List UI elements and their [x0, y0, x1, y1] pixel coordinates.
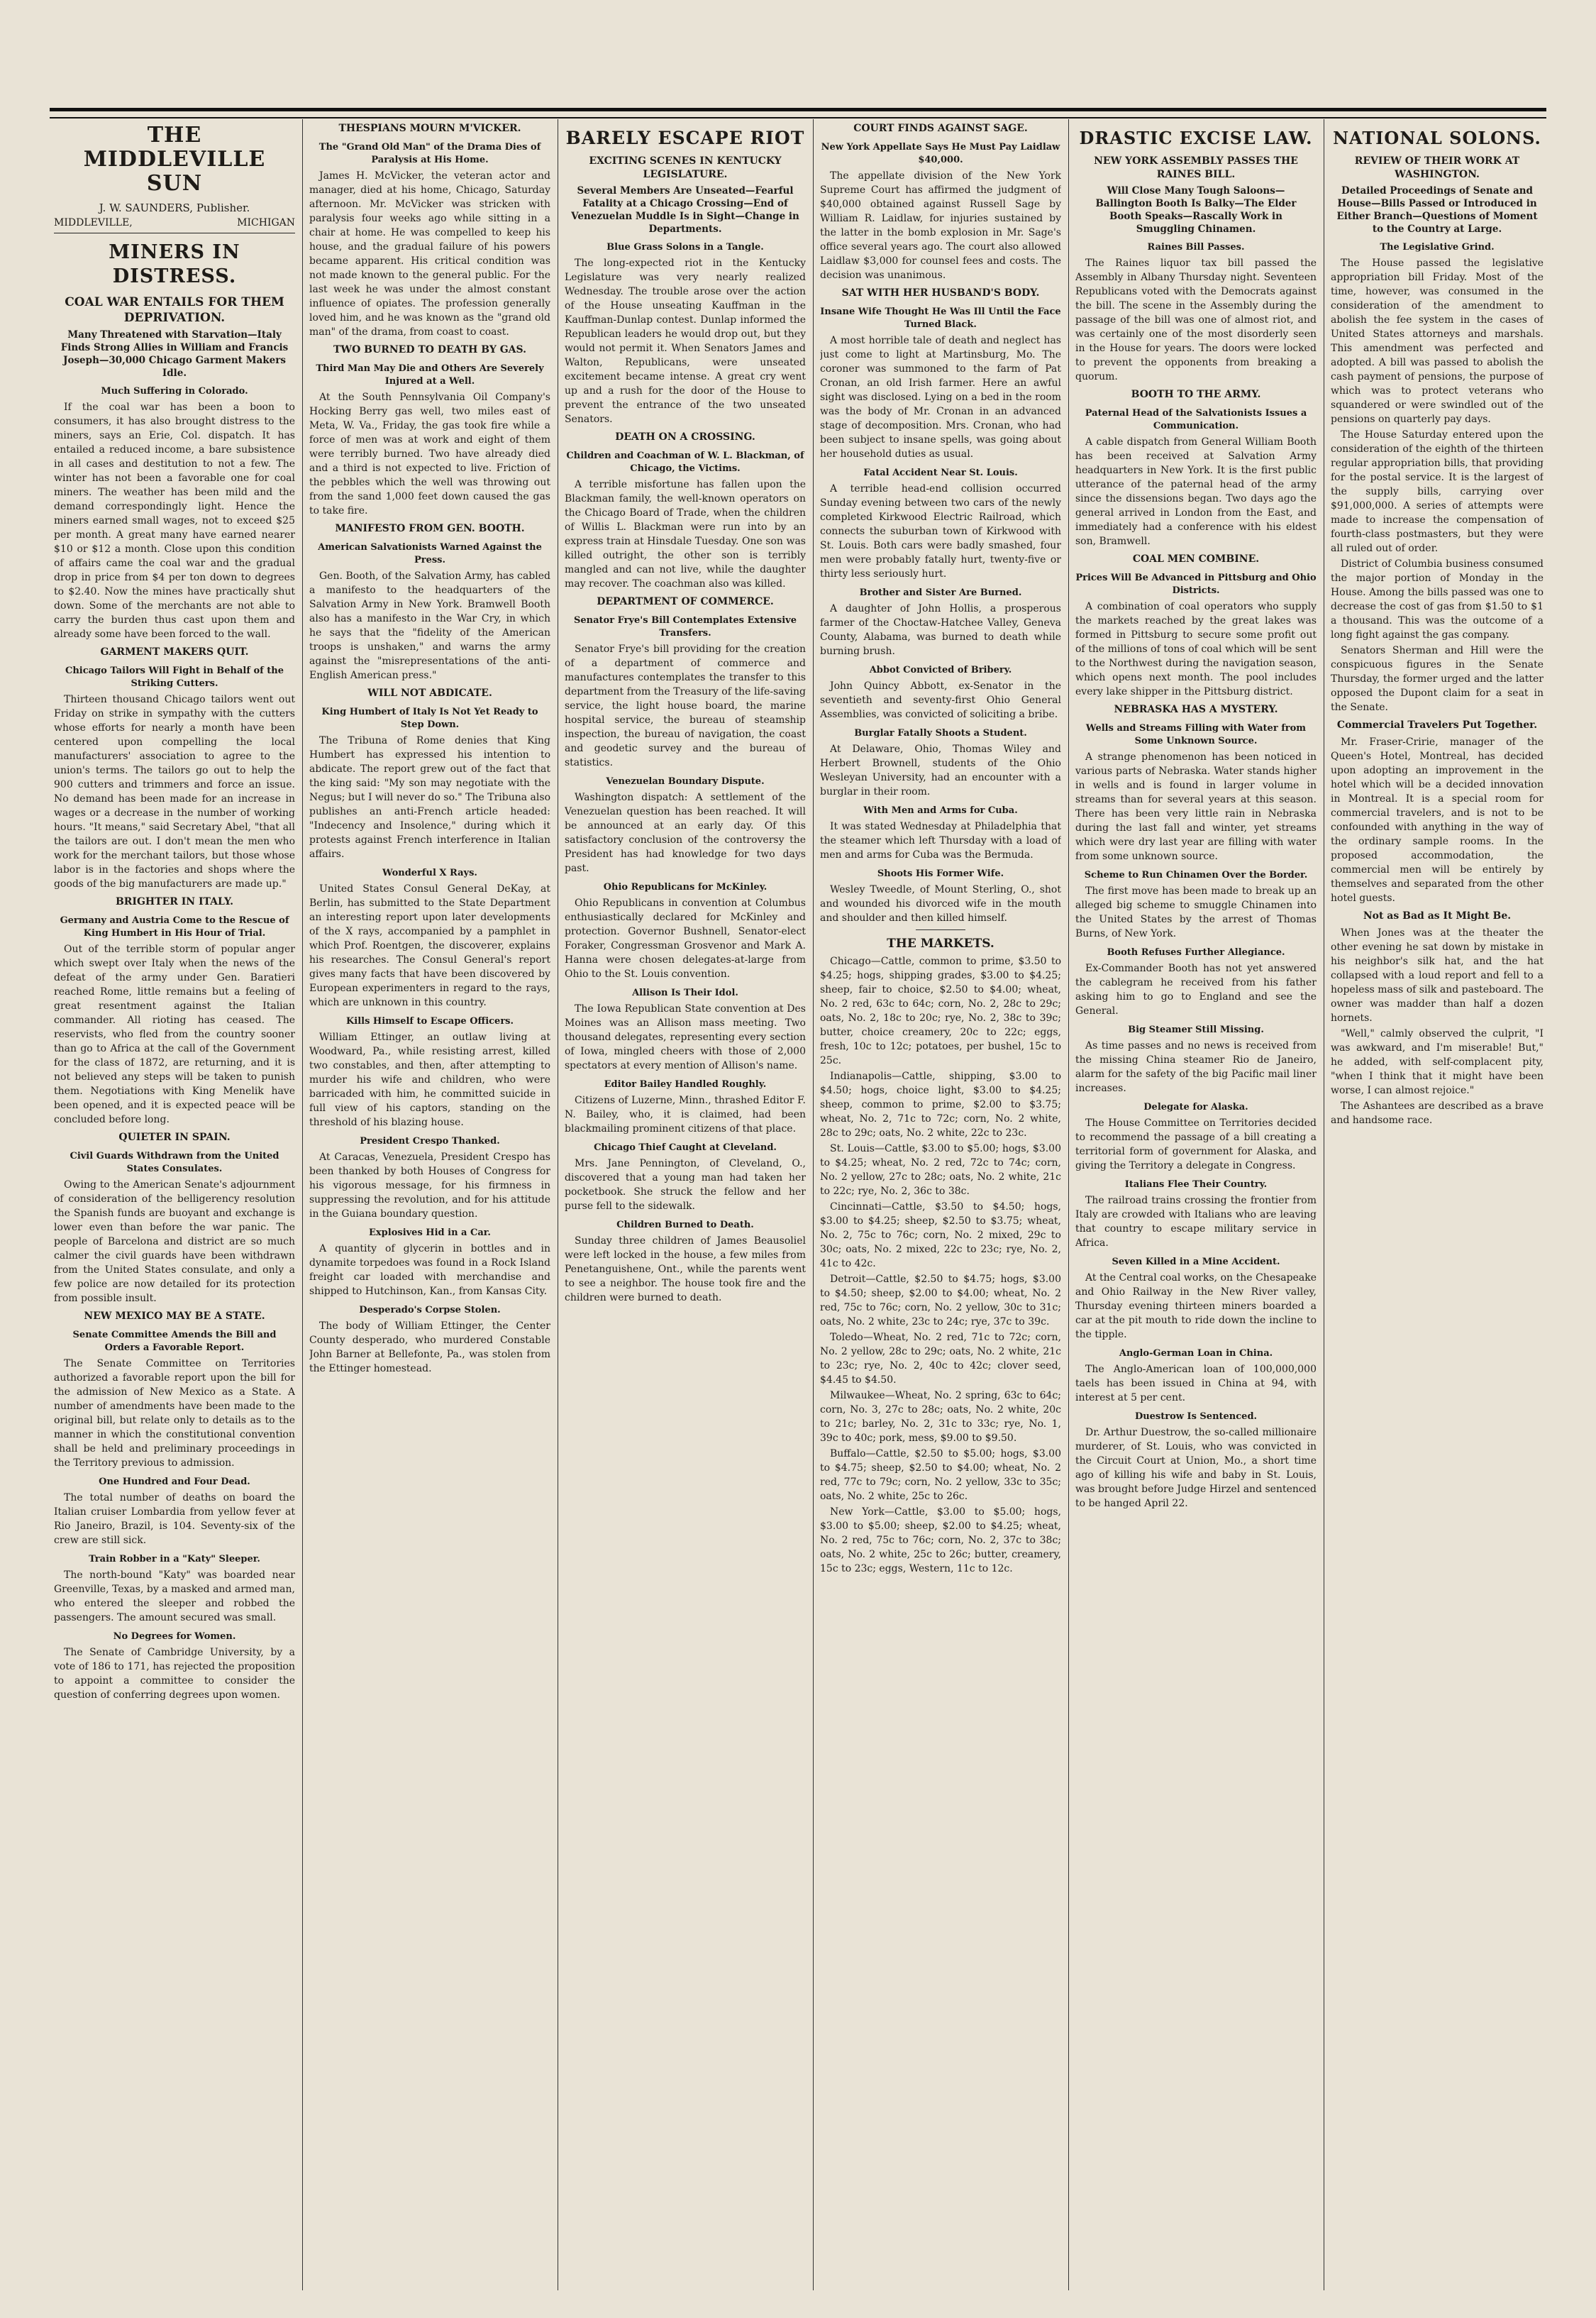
- article-text: Wesley Tweedle, of Mount Sterling, O., shot and wounded his divorced wife in the mouth and shoulder and then killed himself.: [820, 884, 1061, 924]
- article-text: The first move has been made to break up an alleged big scheme to smuggle Chinamen into the United States by the arrest of Thomas Burns, of New York.: [1075, 885, 1317, 939]
- article-text: The long-expected riot in the Kentucky Legislature was very nearly realized Wednesday. The trouble arose over the action of the House unseating Kauffman in the Kauffman-Dunlap contest. Dunlap informed the Republican leaders he would drop out, but they would not permit it. When Senators James and Walton, Republicans, were unseated excitement became intense. A great cry went up and a rush for the door of the House to prevent the entrance of the two unseated Senators.: [565, 258, 806, 425]
- article-text: Owing to the American Senate's adjournment of consideration of the belligerency resolution the Spanish funds are buoyant and exchange is lower even than before the war panic. The people of Barcelona and district are so much calmer the civil guards have been withdrawn from the United States consulate, and only a few police are now detailed for its protection from possible insult.: [54, 1179, 295, 1304]
- subhead: Senate Committee Amends the Bill and Orders a Favorable Report.: [72, 1330, 277, 1353]
- article-text: A strange phenomenon has been noticed in various parts of Nebraska. Water stands higher in wells and is found in larger volume in streams than for several years at this season. There has been very little rain in Nebraska during the last fall and winter, yet streams which were dry last year are filling with water from some unknown source.: [1075, 751, 1317, 862]
- subhead: Editor Bailey Handled Roughly.: [604, 1079, 767, 1090]
- subhead: Seven Killed in a Mine Accident.: [1112, 1257, 1280, 1267]
- headline-booth-army: BOOTH TO THE ARMY.: [1131, 389, 1261, 400]
- subhead: Brother and Sister Are Burned.: [859, 587, 1022, 598]
- subhead: Insane Wife Thought He Was Ill Until the Face Turned Black.: [820, 307, 1061, 330]
- subhead: One Hundred and Four Dead.: [99, 1477, 250, 1487]
- article-text: As time passes and no news is received from the missing China steamer Rio de Janeiro, alarm for the safety of the big Pacific mail liner increases.: [1075, 1040, 1317, 1094]
- market-report: Buffalo—Cattle, $2.50 to $5.00; hogs, $3.00 to $4.75; sheep, $2.50 to $4.00; wheat, No. 2 red, 77c to 79c; corn, No. 2 yellow, 33c to 35c; oats, No. 2 white, 25c to 26c.: [820, 1448, 1061, 1502]
- headline-spain: QUIETER IN SPAIN.: [118, 1132, 231, 1143]
- article-text: If the coal war has been a boon to consumers, it has also brought distress to the miners, says an Erie, Col. dispatch. It has entailed a reduced income, a bare subsistence in all cases and destitution to not a few. The winter has not been a favorable one for coal miners. The weather has been mild and the demand correspondingly light. Hence the miners earned small wages, not to exceed $25 per month. A great many have earned nearer $10 or $12 a month. Close upon this condition of affairs came the coal war and the gradual drop in price from $4 per ton down to degrees to $2.40. Now the mines have practically shut down. Some of the merchants are not able to carry the burden thus cast upon them and already some have been forced to the wall.: [54, 402, 295, 640]
- article-text: A daughter of John Hollis, a prosperous farmer of the Choctaw-Hatchee Valley, Geneva County, Alabama, was burned to death while burning brush.: [820, 603, 1061, 657]
- article-text: The Senate of Cambridge University, by a vote of 186 to 171, has rejected the proposition to appoint a committee to consider the question of conferring degrees upon women.: [54, 1647, 295, 1701]
- headline-coal: COAL MEN COMBINE.: [1132, 553, 1260, 565]
- column-rule: [1068, 119, 1069, 2290]
- headline-mcvicker: THESPIANS MOURN M'VICKER.: [338, 123, 521, 134]
- market-report: New York—Cattle, $3.00 to $5.00; hogs, $3.00 to $5.00; sheep, $2.00 to $4.25; wheat, No. 2 red, 75c to 76c; corn, No. 2, 37c to 38c; oats, No. 2 white, 25c to 26c; butter, creamery, 15c to 23c; eggs, Western, 11c to 12c.: [820, 1506, 1061, 1574]
- subhead: Wonderful X Rays.: [382, 868, 477, 878]
- article-text: The House Saturday entered upon the consideration of the eighth of the thirteen regular appropriation bills, that providing for the postal service. It is the largest of the supply bills, carrying over $91,000,000. A series of attempts were made to increase the compensation of fourth-class postmasters, but they were all ruled out of order.: [1331, 429, 1544, 554]
- article-text: Mrs. Jane Pennington, of Cleveland, O., discovered that a young man had taken her pocketbook. She struck the fellow and her purse fell to the sidewalk.: [565, 1158, 806, 1212]
- subhead: The Legislative Grind.: [1380, 242, 1495, 253]
- subhead: New York Appellate Says He Must Pay Laidlaw $40,000.: [821, 142, 1060, 165]
- column-rule: [813, 119, 814, 2290]
- deck-washington: REVIEW OF THEIR WORK AT WASHINGTON.: [1354, 155, 1520, 180]
- article-text: A most horrible tale of death and neglect has just come to light at Martinsburg, Mo. The coroner was summoned to the farm of Pat Cronan, an old Irish farmer. Here an awful sight was disclosed. Lying on a bed in the room was the body of Mr. Cronan in an advanced stage of decomposition. Mrs. Cronan, who had been subject to insane spells, was going about her household duties as usual.: [820, 335, 1061, 460]
- deck-raines: NEW YORK ASSEMBLY PASSES THE RAINES BILL.: [1094, 155, 1298, 180]
- subhead: Delegate for Alaska.: [1143, 1102, 1248, 1113]
- market-report: Milwaukee—Wheat, No. 2 spring, 63c to 64c; corn, No. 3, 27c to 28c; oats, No. 2 white, 20c to 21c; barley, No. 2, 31c to 33c; rye, No. 1, 39c to 40c; pork, mess, $9.00 to $9.50.: [820, 1390, 1061, 1444]
- article-text: A cable dispatch from General William Booth has been received at Salvation Army headquarters in New York. It is the first public utterance of the paternal head of the army since the dissensions began. Two days ago the general arrived in London from the East, and immediately had a conference with his eldest son, Bramwell.: [1075, 436, 1317, 547]
- article-text: Sunday three children of James Beausoliel were left locked in the house, a few miles from Penetanguishene, Ont., while the parents went to see a neighbor. The house took fire and the children were burned to death.: [565, 1235, 806, 1303]
- city: MIDDLEVILLE,: [54, 217, 133, 228]
- article-text: A combination of coal operators who supply the markets reached by the great lakes was formed in Pittsburg to secure some profit out of the millions of tons of coal which will be sent to the Northwest during the navigation season, which opens next month. The pool includes every lake shipper in the Pittsburg district.: [1075, 601, 1317, 697]
- deck-kentucky: EXCITING SCENES IN KENTUCKY LEGISLATURE.: [589, 155, 782, 180]
- subhead: Booth Refuses Further Allegiance.: [1107, 947, 1285, 958]
- publisher-line: J. W. SAUNDERS, Publisher.: [99, 202, 250, 214]
- article-text: Senators Sherman and Hill were the conspicuous figures in the Senate Thursday, the former urged and the latter opposed the Dupont claim for a seat in the Senate.: [1331, 645, 1544, 713]
- article-text: District of Columbia business consumed the major portion of Monday in the House. Among the bills passed was one to decrease the cost of gas from $1.50 to $1 a thousand. This was the outcome of a long fight against the gas company.: [1331, 558, 1544, 641]
- masthead-title: THE MIDDLEVILLE SUN: [83, 123, 266, 196]
- subhead: American Salvationists Warned Against the Press.: [318, 542, 542, 565]
- top-rule: [50, 108, 1546, 118]
- column-3: [565, 119, 806, 2297]
- headline-italy: BRIGHTER IN ITALY.: [115, 896, 234, 907]
- deck-summary: Will Close Many Tough Saloons—Ballington Booth Is Balky—The Elder Booth Speaks—Rascally Work in Smuggling Chinamen.: [1095, 185, 1297, 235]
- subhead: Chicago Thief Caught at Cleveland.: [594, 1142, 777, 1153]
- article-text: The Raines liquor tax bill passed the Assembly in Albany Thursday night. Seventeen Republicans voted with the Democrats against the bill. The scene in the Assembly during the passage of the bill was one of almost riot, and was certainly one of the most disorderly seen in the House for years. The doors were locked to prevent the opponents from breaking a quorum.: [1075, 258, 1317, 382]
- subhead: No Degrees for Women.: [113, 1631, 236, 1642]
- column-4: [820, 119, 1061, 2297]
- article-text: It was stated Wednesday at Philadelphia that the steamer which left Thursday with a load of men and arms for Cuba was the Bermuda.: [820, 821, 1061, 861]
- headline-sage: COURT FINDS AGAINST SAGE.: [853, 123, 1028, 134]
- article-text: At the Central coal works, on the Chesapeake and Ohio Railway in the New River valley, Thursday evening thirteen miners boarded a car at the pit mouth to ride down the incline to the tipple.: [1075, 1272, 1317, 1340]
- article-text: The appellate division of the New York Supreme Court has affirmed the judgment of $40,000 obtained against Russell Sage by William R. Laidlaw, for injuries sustained by the latter in the bomb explosion in Mr. Sage's office several years ago. The court also allowed Laidlaw $3,000 for counsel fees and costs. The decision was unanimous.: [820, 170, 1061, 281]
- divider: [916, 929, 965, 930]
- subhead: Kills Himself to Escape Officers.: [345, 1016, 514, 1027]
- subhead: Third Man May Die and Others Are Severely Injured at a Well.: [316, 363, 544, 387]
- article-text: Ohio Republicans in convention at Columbus enthusiastically declared for McKinley and protection. Governor Bushnell, Senator-elect Foraker, Congressman Grosvenor and Mark A. Hanna were chosen delegates-at-large from Ohio to the St. Louis convention.: [565, 898, 806, 980]
- article-text: The railroad trains crossing the frontier from Italy are crowded with Italians who are leaving that country to escape military service in Africa.: [1075, 1195, 1317, 1249]
- subhead: President Crespo Thanked.: [360, 1136, 500, 1147]
- article-text: Out of the terrible storm of popular anger which swept over Italy when the news of the defeat of the army under Gen. Baratieri reached Rome, little remains but a feeling of great resentment against the Italian commander. All rioting has ceased. The reservists, who fled from the country sooner than go to Africa at the call of the Government for the class of 1872, are returning, and it is not believed any steps will be taken to punish them. Negotiations with King Menelik have been opened, and it is expected peace will be concluded before long.: [54, 944, 295, 1125]
- dateline-row: [54, 216, 295, 233]
- subhead: King Humbert of Italy Is Not Yet Ready to Step Down.: [321, 707, 538, 730]
- subhead: Much Suffering in Colorado.: [101, 386, 248, 397]
- article-text: The House passed the legislative appropriation bill Friday. Most of the time, however, was consumed in the consideration of the amendment to abolish the fee system in the cases of United States attorneys and marshals. This amendment was perfected and adopted. A bill was passed to abolish the cash payment of pensions, the purpose of which was to protect veterans who squandered or were swindled out of the pensions on quarterly pay days.: [1331, 258, 1544, 425]
- article-text: At the South Pennsylvania Oil Company's Hocking Berry gas well, two miles east of Meta, W. Va., Friday, the gas took fire while a force of men was at work and eight of them were terribly burned. Two have already died and a third is not expected to live. Friction of the pebbles which the well was throwing out from the sand 1,000 feet down caused the gas to take fire.: [309, 392, 550, 517]
- headline-not-as-bad: Not as Bad as It Might Be.: [1363, 910, 1512, 922]
- column-rule: [302, 119, 303, 2290]
- article-text: Citizens of Luzerne, Minn., thrashed Editor F. N. Bailey, who, it is claimed, had been blackmailing prominent citizens of that place.: [565, 1095, 806, 1135]
- column-2: [309, 119, 550, 2297]
- article-text: When Jones was at the theater the other evening he sat down by mistake in his neighbor's silk hat, and the hat collapsed with a loud report and fell to a hopeless mass of silk and pasteboard. The owner was madder than half a dozen hornets.: [1331, 927, 1544, 1024]
- article-text: The Ashantees are described as a brave and handsome race.: [1331, 1100, 1544, 1126]
- headline-booth: MANIFESTO FROM GEN. BOOTH.: [335, 523, 525, 534]
- subhead: Raines Bill Passes.: [1147, 242, 1245, 253]
- article-text: Gen. Booth, of the Salvation Army, has cabled a manifesto to the headquarters of the Salvation Army in New York. Bramwell Booth also has a manifesto in the War Cry, in which he says that the "fidelity of the American troops is unshaken," and warns the army against the "misrepresentations of the anti-English American press.": [309, 570, 550, 681]
- column-6: [1331, 119, 1544, 2297]
- subhead: Italians Flee Their Country.: [1124, 1179, 1268, 1190]
- column-5: [1075, 119, 1317, 2297]
- article-text: At Caracas, Venezuela, President Crespo has been thanked by both Houses of Congress for his vigorous message, for his firmness in suppressing the revolution, and for his attitude in the Guiana boundary question.: [309, 1152, 550, 1220]
- subhead: Explosives Hid in a Car.: [369, 1227, 491, 1238]
- subhead: Germany and Austria Come to the Rescue of King Humbert in His Hour of Trial.: [60, 915, 289, 939]
- article-text: The Senate Committee on Territories authorized a favorable report upon the bill for the admission of New Mexico as a State. A number of amendments have been made to the original bill, but relate only to details as to the manner in which the constitutional convention shall be held and preliminary proceedings in the Territory previous to admission.: [54, 1358, 295, 1469]
- article-text: "Well," calmly observed the culprit, "I was awkward, and I'm miserable! But," he added, with self-complacent pity, "when I think that it might have been worse, I can almost rejoice.": [1331, 1028, 1544, 1096]
- article-text: At Delaware, Ohio, Thomas Wiley and Herbert Brownell, students of the Ohio Wesleyan University, had an encounter with a burglar in their room.: [820, 744, 1061, 797]
- article-text: A terrible head-end collision occurred Sunday evening between two cars of the newly completed Kirkwood Electric Railroad, which connects the suburban town of Kirkwood with St. Louis. Both cars were badly smashed, four men were probably fatally hurt, twenty-five or thirty less seriously hurt.: [820, 483, 1061, 580]
- subhead: Venezuelan Boundary Dispute.: [606, 776, 765, 787]
- subhead: With Men and Arms for Cuba.: [863, 805, 1018, 816]
- article-text: The total number of deaths on board the Italian cruiser Lombardia from yellow fever at Rio Janeiro, Brazil, is 104. Seventy-six of the crew are still sick.: [54, 1492, 295, 1546]
- subhead: Shoots His Former Wife.: [877, 868, 1004, 879]
- headline-commerce: DEPARTMENT OF COMMERCE.: [597, 596, 774, 607]
- headline-new-mexico: NEW MEXICO MAY BE A STATE.: [84, 1310, 265, 1322]
- article-text: The Anglo-American loan of 100,000,000 taels has been issued in China at 94, with interest at 5 per cent.: [1075, 1364, 1317, 1403]
- deck-summary: Detailed Proceedings of Senate and House—Bills Passed or Introduced in Either Branch—Questions of Moment to the Country at Large.: [1336, 185, 1538, 235]
- headline-husband: SAT WITH HER HUSBAND'S BODY.: [841, 287, 1040, 299]
- markets-title: THE MARKETS.: [887, 937, 994, 951]
- market-report: Cincinnati—Cattle, $3.50 to $4.50; hogs, $3.00 to $4.25; sheep, $2.50 to $3.75; wheat, No. 2, 75c to 76c; corn, No. 2 mixed, 29c to 30c; oats, No. 2 mixed, 22c to 23c; rye, No. 2, 41c to 42c.: [820, 1201, 1061, 1269]
- subhead: Burglar Fatally Shoots a Student.: [854, 728, 1027, 739]
- article-text: The Tribuna of Rome denies that King Humbert has expressed his intention to abdicate. The report grew out of the fact that the king said: "My son may negotiate with the Negus; but I will never do so." The Tribuna also publishes an anti-French article headed: "Indecency and Insolence," during which it protests against French interference in Italian affairs.: [309, 735, 550, 860]
- subhead: Desperado's Corpse Stolen.: [359, 1305, 501, 1315]
- subhead: Senator Frye's Bill Contemplates Extensive Transfers.: [574, 615, 797, 639]
- column-1: [54, 119, 295, 2297]
- headline-nebraska: NEBRASKA HAS A MYSTERY.: [1114, 704, 1278, 715]
- article-text: The House Committee on Territories decided to recommend the passage of a bill creating a territorial form of government for Alaska, and giving the Territory a delegate in Congress.: [1075, 1117, 1317, 1171]
- article-text: Dr. Arthur Duestrow, the so-called millionaire murderer, of St. Louis, who was convicted in the Circuit Court at Union, Mo., a short time ago of killing his wife and baby in St. Louis, was brought before Judge Hirzel and sentenced to be hanged April 22.: [1075, 1427, 1317, 1509]
- article-text: United States Consul General DeKay, at Berlin, has submitted to the State Department an interesting report upon later developments of the X rays, accompanied by a pamphlet in which Prof. Roentgen, the discoverer, explains his researches. The Consul General's report gives many facts that have been discovered by European experimenters in regard to the rays, which are unknown in this country.: [309, 883, 550, 1008]
- article-text: Senator Frye's bill providing for the creation of a department of commerce and manufactures contemplates the transfer to this department from the Treasury of the life-saving service, the light house board, the marine hospital service, the bureau of steamship inspection, the bureau of navigation, the coast and geodetic survey and the bureau of statistics.: [565, 644, 806, 768]
- market-report: Toledo—Wheat, No. 2 red, 71c to 72c; corn, No. 2 yellow, 28c to 29c; oats, No. 2 white, 21c to 23c; rye, No. 2, 40c to 42c; clover seed, $4.45 to $4.50.: [820, 1332, 1061, 1386]
- article-text: Thirteen thousand Chicago tailors went out Friday on strike in sympathy with the cutters whose efforts for nearly a month have been centered upon compelling the local manufacturers' association to agree to the union's terms. The tailors go out to help the 900 cutters and trimmers and force an issue. No demand has been made for an increase in wages or a decrease in the number of working hours. "It means," said Secretary Abel, "that all the tailors are out. I don't mean the men who work for the merchant tailors, but those whose labor is in the factories and shops where the goods of the big manufacturers are made up.": [54, 694, 295, 890]
- headline-riot: BARELY ESCAPE RIOT: [565, 128, 805, 148]
- headline-crossing: DEATH ON A CROSSING.: [615, 431, 755, 443]
- headline-garment: GARMENT MAKERS QUIT.: [100, 646, 249, 658]
- article-text: William Ettinger, an outlaw living at Woodward, Pa., while resisting arrest, killed two constables, and then, after attempting to murder his wife and children, who were barricaded with him, he committed suicide in full view of his captors, standing on the threshold of his blazing house.: [309, 1032, 550, 1128]
- article-text: Washington dispatch: A settlement of the Venezuelan question has been reached. It will be announced at an early day. Of this satisfactory conclusion of the controversy the President has had knowledge for two days past.: [565, 792, 806, 874]
- subhead: Wells and Streams Filling with Water from Some Unknown Source.: [1085, 723, 1307, 746]
- state: MICHIGAN: [237, 217, 295, 228]
- deck-coal-war: COAL WAR ENTAILS FOR THEM DEPRIVATION.: [65, 295, 284, 325]
- subhead: Allison Is Their Idol.: [632, 988, 738, 998]
- deck-summary: Many Threatened with Starvation—Italy Finds Strong Allies in William and Francis Joseph—30,000 Chicago Garment Makers Idle.: [60, 329, 289, 379]
- headline-solons: NATIONAL SOLONS.: [1333, 128, 1541, 148]
- article-text: The north-bound "Katy" was boarded near Greenville, Texas, by a masked and armed man, who entered the sleeper and robbed the passengers. The amount secured was small.: [54, 1569, 295, 1623]
- subhead: Blue Grass Solons in a Tangle.: [606, 242, 764, 253]
- article-text: The body of William Ettinger, the Center County desperado, who murdered Constable John Barner at Bellefonte, Pa., was stolen from the Ettinger homestead.: [309, 1320, 550, 1374]
- subhead: The "Grand Old Man" of the Drama Dies of Paralysis at His Home.: [318, 142, 541, 165]
- article-text: Ex-Commander Booth has not yet answered the cablegram he received from his father asking him to go to England and see the General.: [1075, 963, 1317, 1017]
- subhead: Big Steamer Still Missing.: [1128, 1025, 1264, 1035]
- article-text: A quantity of glycerin in bottles and in dynamite torpedoes was found in a Rock Island freight car loaded with merchandise and shipped to Hutchinson, Kan., from Kansas City.: [309, 1243, 550, 1297]
- subhead: Abbot Convicted of Bribery.: [869, 665, 1012, 675]
- subhead: Chicago Tailors Will Fight in Behalf of the Striking Cutters.: [65, 666, 284, 689]
- deck-summary: Several Members Are Unseated—Fearful Fatality at a Chicago Crossing—End of Venezuelan Muddle Is in Sight—Change in Departments.: [571, 185, 799, 235]
- subhead: Children Burned to Death.: [616, 1220, 754, 1230]
- subhead: Scheme to Run Chinamen Over the Border.: [1084, 870, 1308, 881]
- article-text: Mr. Fraser-Cririe, manager of the Queen's Hotel, Montreal, has decided upon adopting an improvement in the hotel which will be a decided innovation in Montreal. It is a special room for commercial travelers, and is not to be confounded with anything in the way of the ordinary sample rooms. In the proposed accommodation, the commercial men will be entirely by themselves and separated from the other hotel guests.: [1331, 736, 1544, 904]
- headline-excise: DRASTIC EXCISE LAW.: [1079, 128, 1313, 148]
- market-report: St. Louis—Cattle, $3.00 to $5.00; hogs, $3.00 to $4.25; wheat, No. 2 red, 72c to 74c; corn, No. 2 yellow, 27c to 28c; oats, No. 2 white, 21c to 22c; rye, No. 2, 36c to 38c.: [820, 1143, 1061, 1197]
- subhead: Anglo-German Loan in China.: [1119, 1348, 1273, 1359]
- headline-gas: TWO BURNED TO DEATH BY GAS.: [333, 344, 527, 355]
- article-text: The Iowa Republican State convention at Des Moines was an Allison mass meeting. Two thousand delegates, representing every section of Iowa, mingled cheers with those of 2,000 spectators at every mention of Allison's name.: [565, 1003, 806, 1071]
- subhead: Civil Guards Withdrawn from the United States Consulates.: [70, 1151, 279, 1174]
- article-text: John Quincy Abbott, ex-Senator in the seventieth and seventy-first Ohio General Assemblies, was convicted of soliciting a bribe.: [820, 680, 1061, 720]
- market-report: Detroit—Cattle, $2.50 to $4.75; hogs, $3.00 to $4.50; sheep, $2.00 to $4.00; wheat, No. 2 red, 75c to 76c; corn, No. 2 yellow, 30c to 31c; oats, No. 2 white, 23c to 24c; rye, 37c to 39c.: [820, 1274, 1061, 1328]
- subhead: Paternal Head of the Salvationists Issues a Communication.: [1085, 408, 1307, 431]
- subhead: Fatal Accident Near St. Louis.: [863, 468, 1018, 478]
- subhead: Ohio Republicans for McKinley.: [603, 882, 767, 893]
- headline-travelers: Commercial Travelers Put Together.: [1336, 719, 1538, 731]
- article-text: A terrible misfortune has fallen upon the Blackman family, the well-known operators on the Chicago Board of Trade, when the children of Willis L. Blackman were run into by an express train at Hinsdale Tuesday. One son was killed outright, the other son is terribly mangled and can not live, while the daughter may recover. The coachman also was killed.: [565, 479, 806, 590]
- market-report: Indianapolis—Cattle, shipping, $3.00 to $4.50; hogs, choice light, $3.00 to $4.25; sheep, common to prime, $2.00 to $3.75; wheat, No. 2, 71c to 72c; corn, No. 2 white, 28c to 29c; oats, No. 2 white, 22c to 23c.: [820, 1071, 1061, 1139]
- headline-abdicate: WILL NOT ABDICATE.: [367, 688, 492, 699]
- subhead: Prices Will Be Advanced in Pittsburg and Ohio Districts.: [1075, 573, 1317, 596]
- market-report: Chicago—Cattle, common to prime, $3.50 to $4.25; hogs, shipping grades, $3.00 to $4.25; sheep, fair to choice, $2.50 to $4.00; wheat, No. 2 red, 63c to 64c; corn, No. 2, 28c to 29c; oats, No. 2, 18c to 20c; rye, No. 2, 38c to 39c; butter, choice creamery, 20c to 22c; eggs, fresh, 10c to 12c; potatoes, per bushel, 15c to 25c.: [820, 956, 1061, 1066]
- subhead: Children and Coachman of W. L. Blackman, of Chicago, the Victims.: [566, 451, 804, 474]
- article-text: James H. McVicker, the veteran actor and manager, died at his home, Chicago, Saturday afternoon. Mr. McVicker was stricken with paralysis four weeks ago while sitting in a chair at home. He was compelled to keep his house, and the gradual failure of his powers became apparent. His critical condition was not made known to the general public. For the last week he was under the almost constant influence of opiates. The profession generally loved him, and he was known as the "grand old man" of the drama, from coast to coast.: [309, 170, 550, 338]
- subhead: Train Robber in a "Katy" Sleeper.: [89, 1554, 260, 1564]
- headline-miners: MINERS IN DISTRESS.: [109, 241, 240, 287]
- subhead: Duestrow Is Sentenced.: [1134, 1411, 1258, 1422]
